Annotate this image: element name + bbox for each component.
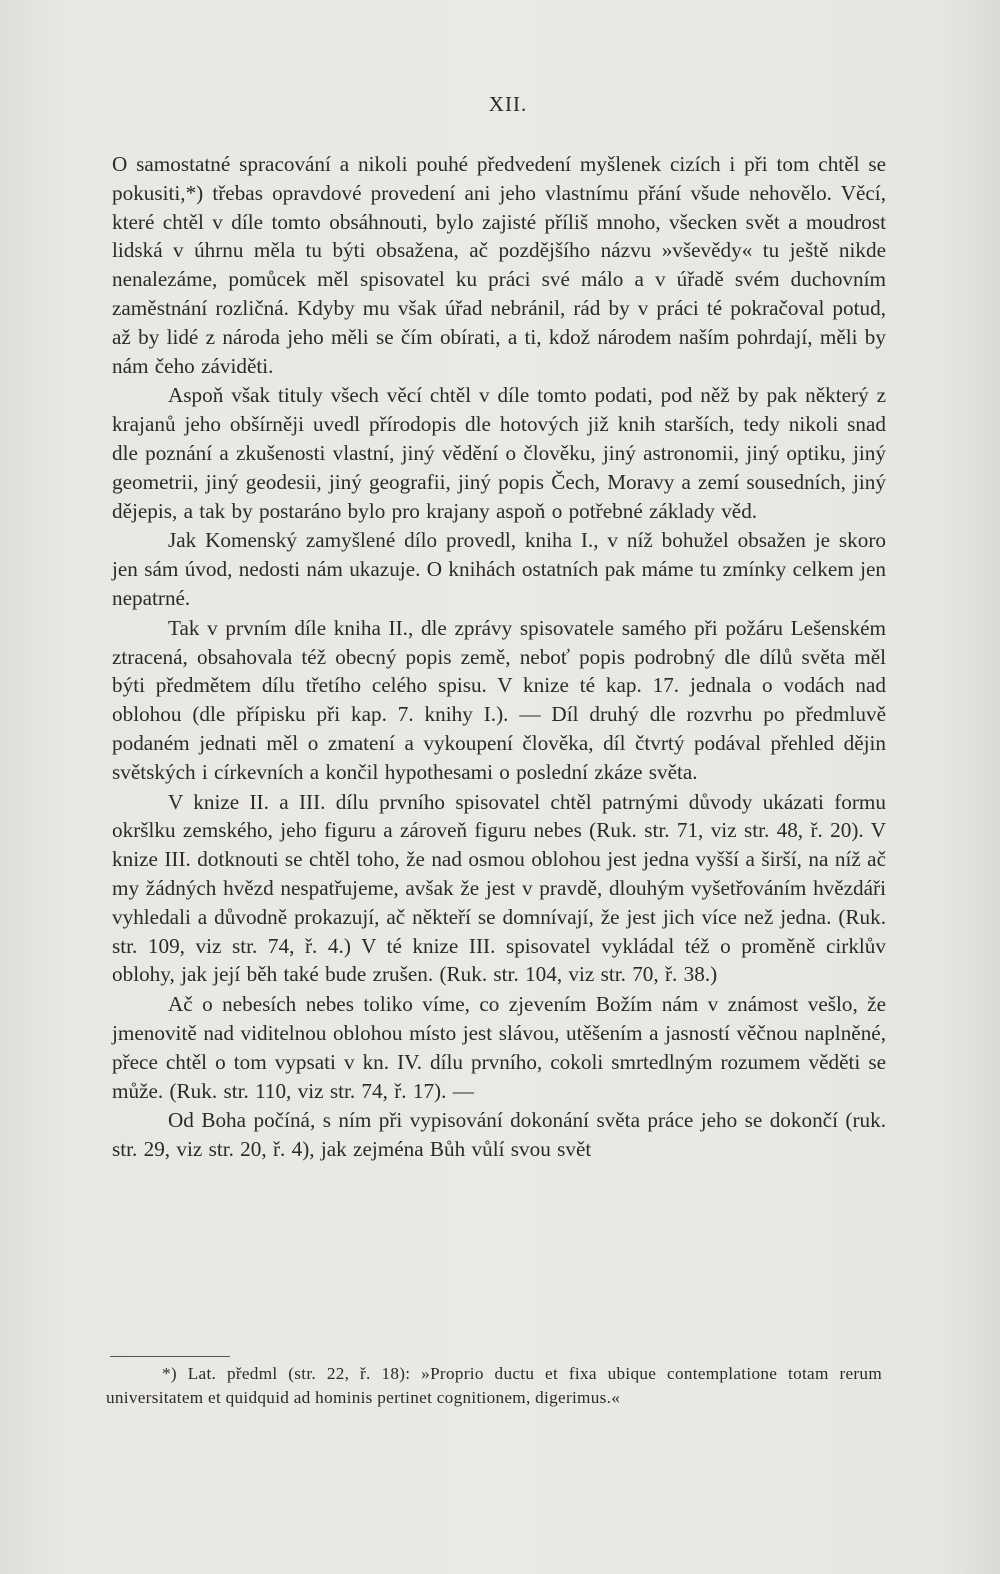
paragraph-4: Tak v prvním díle kniha II., dle zprávy spisovatele samého při požáru Lešenském ztracená, obsahovala též obecný popis země, neboť popis podrobný dle dílů světa měl býti předmětem dílu třetího celého spisu. V knize té kap. 17. jednala o vodách nad oblohou (dle přípisku při kap. 7. knihy I.). — Díl druhý dle rozvrhu po předmluvě podaném jednati měl o zmatení a vykoupení člověka, díl čtvrtý podával přehled dějin světských i církevních a končil hypothesami o poslední zkáze světa. [112,615,886,784]
paragraph-7: Od Boha počíná, s ním při vypisování dokonání světa práce jeho se dokončí (ruk. str. 29, viz str. 20, ř. 4), jak zejména Bůh vůlí svou svět [112,1108,886,1162]
paragraph-5: V knize II. a III. dílu prvního spisovatel chtěl patrnými důvody ukázati formu okršlku zemského, jeho figuru a zároveň figuru nebes (Ruk. str. 71, viz str. 48, ř. 20). V knize III. dotknouti se chtěl toho, že nad osmou oblohou jest jedna vyšší a širší, na níž ač my žádných hvězd nespatřujeme, avšak že jest v pravdě, dlouhým vyšetřováním hvězdáři vyhledali a důvodně prokazují, ač někteří se domnívají, že jest jich více než jedna. (Ruk. str. 109, viz str. 74, ř. 4.) V té knize III. spisovatel vykládal též o proměně cirklův oblohy, jak její běh také bude zrušen. (Ruk. str. 104, viz str. 70, ř. 38.) [112,789,886,987]
paragraph-3: Jak Komenský zamyšlené dílo provedl, kniha I., v níž bohužel obsažen je skoro jen sám úvod, nedosti nám ukazuje. O knihách ostatních pak máme tu zmínky celkem jen nepatrné. [112,528,886,610]
footnote-divider [110,1356,230,1357]
page-number: XII. [488,92,528,116]
paragraph-2: Aspoň však tituly všech věcí chtěl v díle tomto podati, pod něž by pak některý z krajanů jeho obšírněji uvedl přírodopis dle hotových již knih starších, tedy nikoli snad dle poznání a zkušenosti vlastní, jiný vědění o člověku, jiný astronomii, jiný optiku, jiný geometrii, jiný geodesii, jiný geografii, jiný popis Čech, Moravy a zemí sousedních, jiný dějepis, a tak by postaráno bylo pro krajany aspoň o potřebné základy věd. [112,383,886,523]
footnote: *) Lat. předml (str. 22, ř. 18): »Proprio ductu et fixa ubique contemplatione totam rerum universitatem et quidquid ad hominis pertinet cognitionem, digerimus.« [106,1364,882,1407]
paragraph-1: O samostatné spracování a nikoli pouhé předvedení myšlenek cizích i při tom chtěl se pokusiti,*) třebas opravdové provedení ani jeho vlastnímu přání všude nehovělo. Věcí, které chtěl v díle tomto obsáhnouti, bylo zajisté příliš mnoho, všecken svět a moudrost lidská v úhrnu měla tu býti obsažena, ač pozdějšího názvu »vševědy« tu ještě nikde nenalezáme, pomůcek měl spisovatel ku práci své málo a v úřadě svém duchovním zaměstnání rozličná. Kdyby mu však úřad nebránil, rád by v práci té pokračoval potud, až by lidé z národa jeho měli se čím obírati, a ti, kdož národem naším pohrdají, měli by nám čeho záviděti. [112,152,886,378]
body-text [112,150,886,1164]
paragraph-6: Ač o nebesích nebes toliko víme, co zjevením Božím nám v známost vešlo, že jmenovitě nad viditelnou oblohou místo jest slávou, utěšením a jasností věčnou naplněné, přece chtěl o tom vypsati v kn. IV. dílu prvního, cokoli smrtedlným rozumem věděti se může. (Ruk. str. 110, viz str. 74, ř. 17). — [112,992,886,1103]
